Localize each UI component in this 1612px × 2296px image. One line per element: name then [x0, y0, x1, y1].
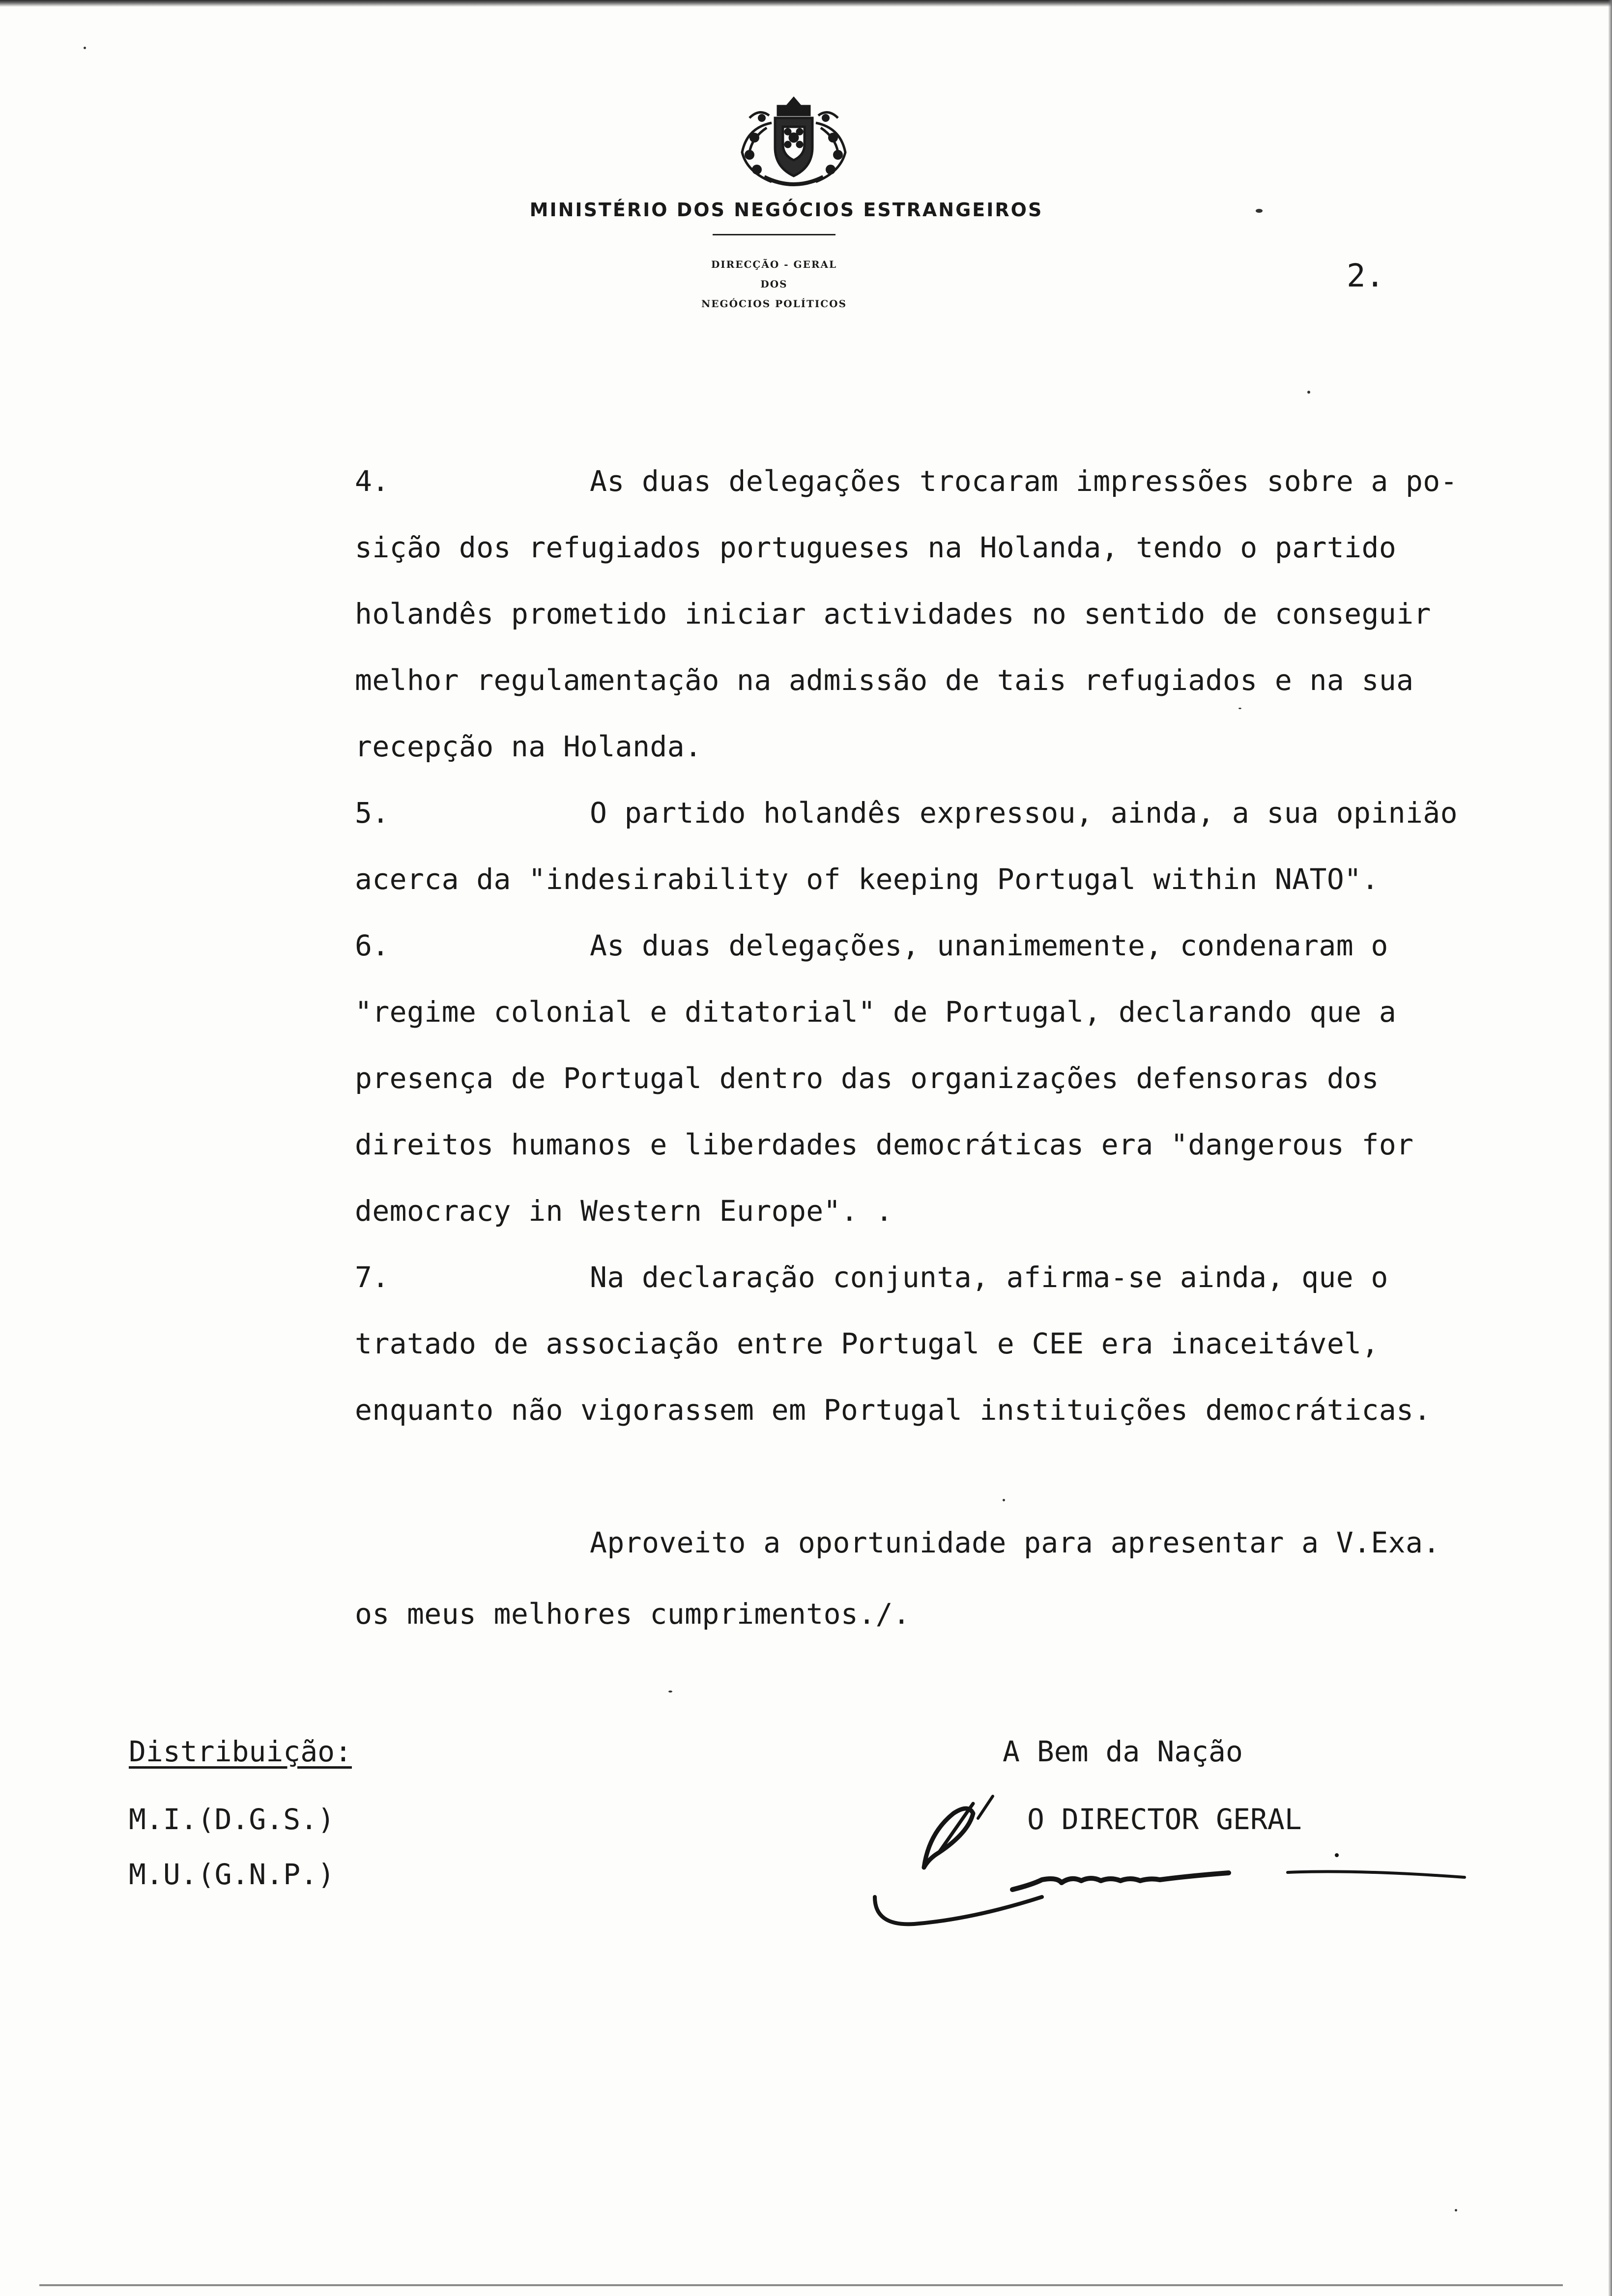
- scan-edge-bottom: [39, 2284, 1563, 2286]
- paragraph-number: 4.: [355, 464, 389, 498]
- scan-speck: [1003, 1499, 1005, 1501]
- distribution-title: Distribuição:: [129, 1735, 352, 1768]
- paragraph-line: sição dos refugiados portugueses na Holanda, tendo o partido: [355, 531, 1397, 564]
- paragraph-number: 7.: [355, 1261, 389, 1294]
- distribution-item: M.I.(D.G.S.): [129, 1803, 335, 1836]
- paragraph-line: "regime colonial e ditatorial" de Portugal, declarando que a: [355, 995, 1397, 1029]
- distribution-item: M.U.(G.N.P.): [129, 1858, 335, 1891]
- paragraph-first-line: Na declaração conjunta, afirma-se ainda, que o: [590, 1261, 1388, 1294]
- scan-speck: [668, 1691, 672, 1693]
- division-line: DIRECÇÃO - GERAL: [711, 258, 837, 270]
- paragraph-line: enquanto não vigorassem em Portugal instituições democráticas.: [355, 1393, 1431, 1427]
- ministry-name: MINISTÉRIO DOS NEGÓCIOS ESTRANGEIROS: [529, 199, 1043, 221]
- paragraph-number: 6.: [355, 929, 389, 962]
- paragraph-line: tratado de associação entre Portugal e CEE era inaceitável,: [355, 1327, 1379, 1360]
- closing-first-line: Aproveito a oportunidade para apresentar a V.Exa.: [590, 1526, 1440, 1559]
- scan-edge-right: [1608, 0, 1612, 2296]
- scan-speck: [84, 47, 86, 49]
- scan-speck: [1307, 391, 1310, 394]
- paragraph-line: melhor regulamentação na admissão de tais refugiados e na sua: [355, 663, 1414, 697]
- scan-speck: [1455, 2209, 1457, 2211]
- page-number: 2.: [1347, 258, 1385, 294]
- paragraph-first-line: As duas delegações trocaram impressões sobre a po-: [590, 464, 1458, 498]
- director-title: O DIRECTOR GERAL: [1027, 1803, 1302, 1836]
- paragraph-first-line: O partido holandês expressou, ainda, a sua opinião: [590, 796, 1458, 830]
- scan-edge-top: [0, 0, 1612, 7]
- paragraph-line: democracy in Western Europe". .: [355, 1194, 893, 1228]
- division-line: NEGÓCIOS POLÍTICOS: [701, 298, 847, 310]
- scan-speck: [1256, 209, 1263, 213]
- coat-of-arms-icon: [720, 88, 867, 192]
- paragraph-line: holandês prometido iniciar actividades no sentido de conseguir: [355, 597, 1431, 631]
- division-line: DOS: [760, 278, 788, 290]
- paragraph-first-line: As duas delegações, unanimemente, condenaram o: [590, 929, 1388, 962]
- scan-speck: [1238, 708, 1241, 709]
- paragraph-line: recepção na Holanda.: [355, 730, 702, 763]
- paragraph-number: 5.: [355, 796, 389, 830]
- closing-second-line: os meus melhores cumprimentos./.: [355, 1597, 911, 1631]
- paragraph-line: direitos humanos e liberdades democráticas era "dangerous for: [355, 1128, 1414, 1161]
- salutation: A Bem da Nação: [1003, 1735, 1243, 1768]
- division-name: [683, 255, 865, 314]
- letterhead-divider: [713, 234, 835, 235]
- paragraph-line: acerca da "indesirability of keeping Portugal within NATO".: [355, 862, 1379, 896]
- paragraph-line: presença de Portugal dentro das organizações defensoras dos: [355, 1062, 1379, 1095]
